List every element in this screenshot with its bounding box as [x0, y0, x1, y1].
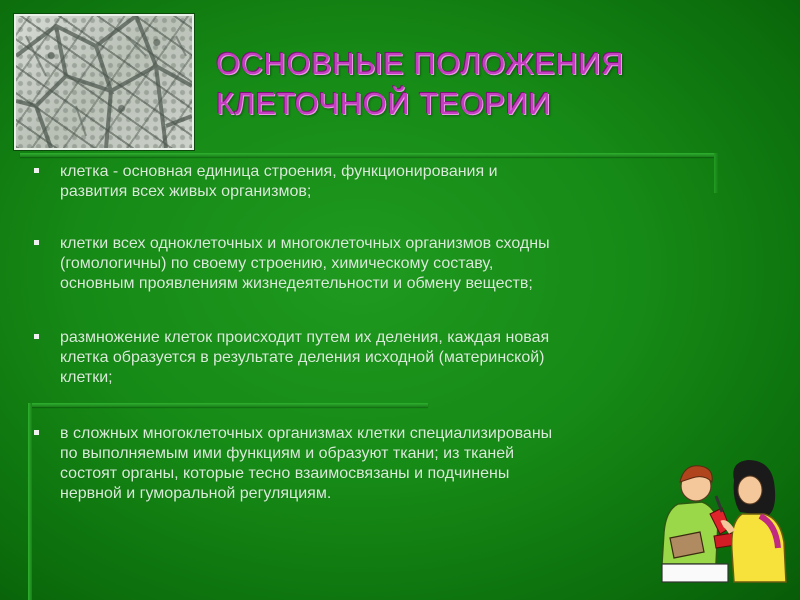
bullet-text: клетки всех одноклеточных и многоклеточных организмов сходны (гомологичны) по своему строению, химическому составу, основным проявлениям жизнедеятельности и обмену веществ;: [60, 235, 550, 292]
bullet-marker-icon: [34, 430, 39, 435]
title-line-1: ОСНОВНЫЕ ПОЛОЖЕНИЯ: [216, 46, 624, 81]
divider-left-vertical: [28, 403, 32, 600]
bullet-marker-icon: [34, 240, 39, 245]
bullet-text: размножение клеток происходит путем их деления, каждая новая клетка образуется в результате деления исходной (материнской) клетки;: [60, 329, 550, 386]
bullet-text: клетка - основная единица строения, функционирования и развития всех живых организмов;: [60, 163, 498, 200]
cell-walls-drawing: [16, 16, 192, 148]
students-microscope-clipart: [656, 452, 792, 586]
microscope-cells-image: [14, 14, 194, 150]
divider-top: [20, 153, 714, 157]
divider-right-vertical: [714, 153, 718, 193]
slide-title: [216, 44, 776, 124]
divider-middle: [28, 403, 428, 407]
bullet-text: в сложных многоклеточных организмах клетки специализированы по выполняемым ими функциям и образуют ткани; из тканей состоят органы, которые тесно взаимосвязаны и подчинены нервной и гуморальной регуляциям.: [60, 425, 553, 502]
title-line-2: КЛЕТОЧНОЙ ТЕОРИИ: [216, 86, 552, 121]
bullet-marker-icon: [34, 334, 39, 339]
bullet-marker-icon: [34, 168, 39, 173]
